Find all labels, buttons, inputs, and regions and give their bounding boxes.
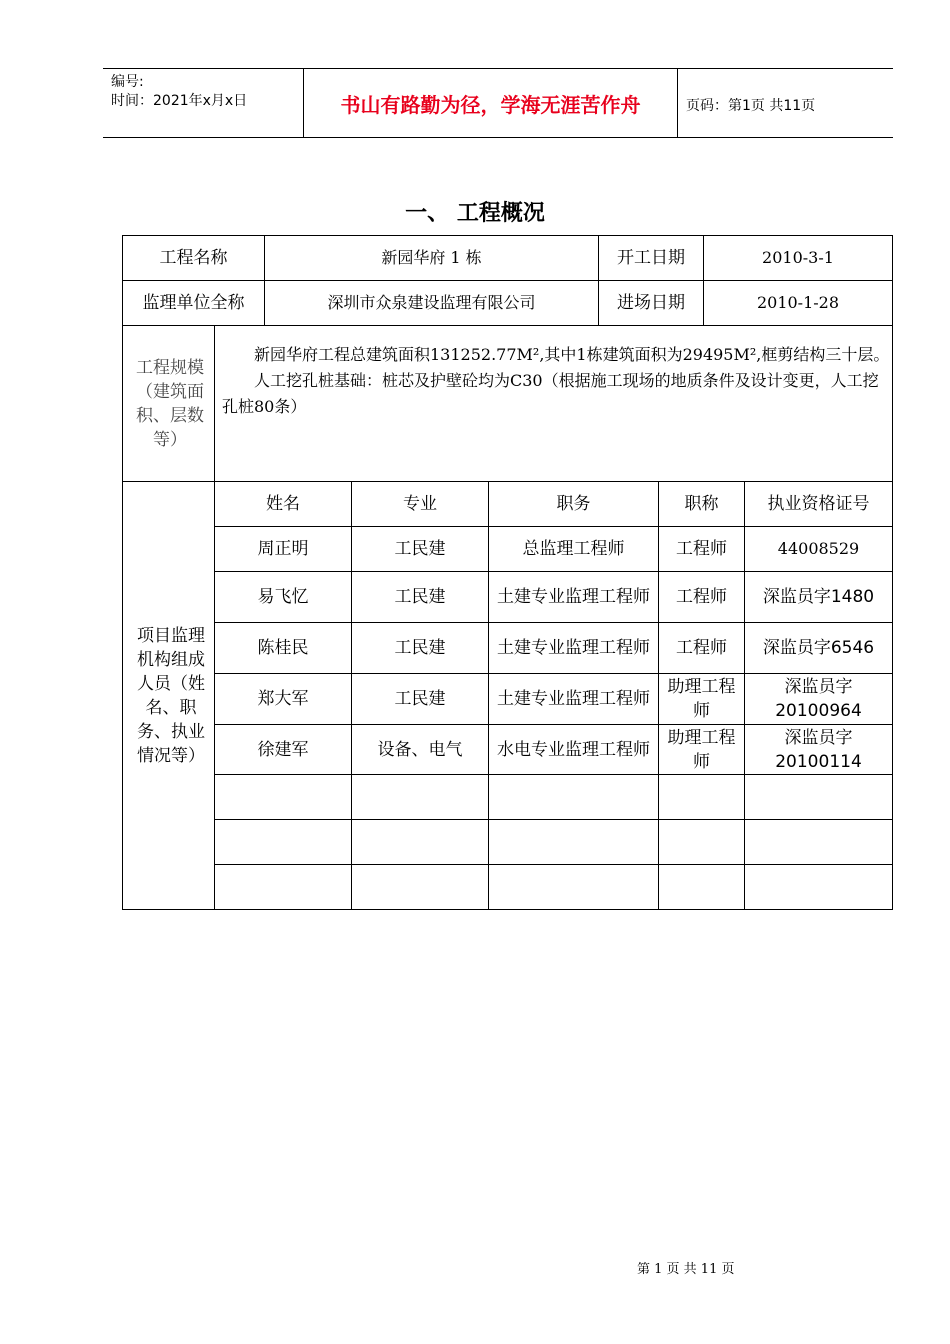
project-overview-table (122, 235, 893, 910)
supervision-unit-value: 深圳市众泉建设监理有限公司 (327, 293, 536, 312)
col-header-license: 执业资格证号 (767, 494, 870, 514)
col-header-specialty: 专业 (403, 494, 437, 514)
staff-license: 深监员字20100964 (775, 677, 862, 721)
staff-specialty: 工民建 (394, 638, 446, 658)
staff-position: 总监理工程师 (522, 539, 625, 559)
section-title: 一、 工程概况 (405, 201, 545, 226)
header-divider (677, 69, 678, 137)
staff-specialty: 工民建 (394, 689, 446, 709)
page-header (103, 68, 893, 138)
header-motto: 书山有路勤为径，学海无涯苦作舟 (340, 92, 641, 117)
staff-position: 土建专业监理工程师 (497, 587, 650, 607)
entry-date-value: 2010-1-28 (756, 293, 840, 312)
staff-license: 44008529 (777, 539, 860, 558)
staff-name: 易飞忆 (257, 587, 309, 607)
staff-title: 工程师 (676, 587, 727, 607)
staff-name: 徐建军 (257, 739, 309, 760)
staff-license: 深监员字1480 (762, 587, 875, 607)
project-name-label: 工程名称 (159, 248, 228, 268)
staff-position: 土建专业监理工程师 (497, 638, 650, 658)
entry-date-label: 进场日期 (617, 293, 685, 313)
staff-title: 助理工程师 (667, 677, 736, 721)
staff-title: 工程师 (676, 638, 727, 658)
staff-section-label: 项目监理机构组成人员（姓名、职务、执业情况等） (137, 625, 205, 766)
start-date-value: 2010-3-1 (762, 248, 834, 267)
staff-position: 水电专业监理工程师 (497, 739, 650, 760)
staff-specialty: 工民建 (394, 539, 446, 559)
supervision-unit-label: 监理单位全称 (142, 293, 245, 313)
col-header-name: 姓名 (266, 494, 300, 514)
staff-specialty: 工民建 (394, 587, 446, 607)
col-header-position: 职务 (556, 494, 591, 514)
project-scale-description (222, 342, 890, 420)
scale-paragraph: 新园华府工程总建筑面积131252.77M²,其中1栋建筑面积为29495M²,框剪结构三十层。 (254, 345, 890, 364)
staff-title: 工程师 (676, 539, 727, 559)
time-label: 时间：2021年x月x日 (111, 93, 248, 109)
project-scale-label: 工程规模（建筑面积、层数等） (136, 357, 204, 450)
doc-number-label: 编号: (111, 74, 144, 90)
staff-name: 郑大军 (257, 689, 309, 709)
col-header-title: 职称 (684, 494, 719, 514)
staff-license: 深监员字20100114 (775, 727, 862, 772)
start-date-label: 开工日期 (617, 248, 685, 268)
page-number-label: 页码：第1页 共11页 (686, 98, 816, 114)
staff-name: 周正明 (257, 539, 309, 559)
header-meta (111, 73, 247, 111)
staff-title: 助理工程师 (667, 727, 736, 772)
project-name-value: 新园华府 1 栋 (381, 248, 482, 267)
staff-position: 土建专业监理工程师 (497, 689, 650, 709)
staff-license: 深监员字6546 (762, 638, 875, 658)
page-footer: 第 1 页 共 11 页 (637, 1262, 735, 1277)
staff-name: 陈桂民 (257, 638, 309, 658)
staff-specialty: 设备、电气 (377, 739, 463, 760)
scale-paragraph: 人工挖孔桩基础：桩芯及护壁砼均为C30（根据施工现场的地质条件及设计变更，人工挖孔桩80条） (222, 371, 879, 416)
